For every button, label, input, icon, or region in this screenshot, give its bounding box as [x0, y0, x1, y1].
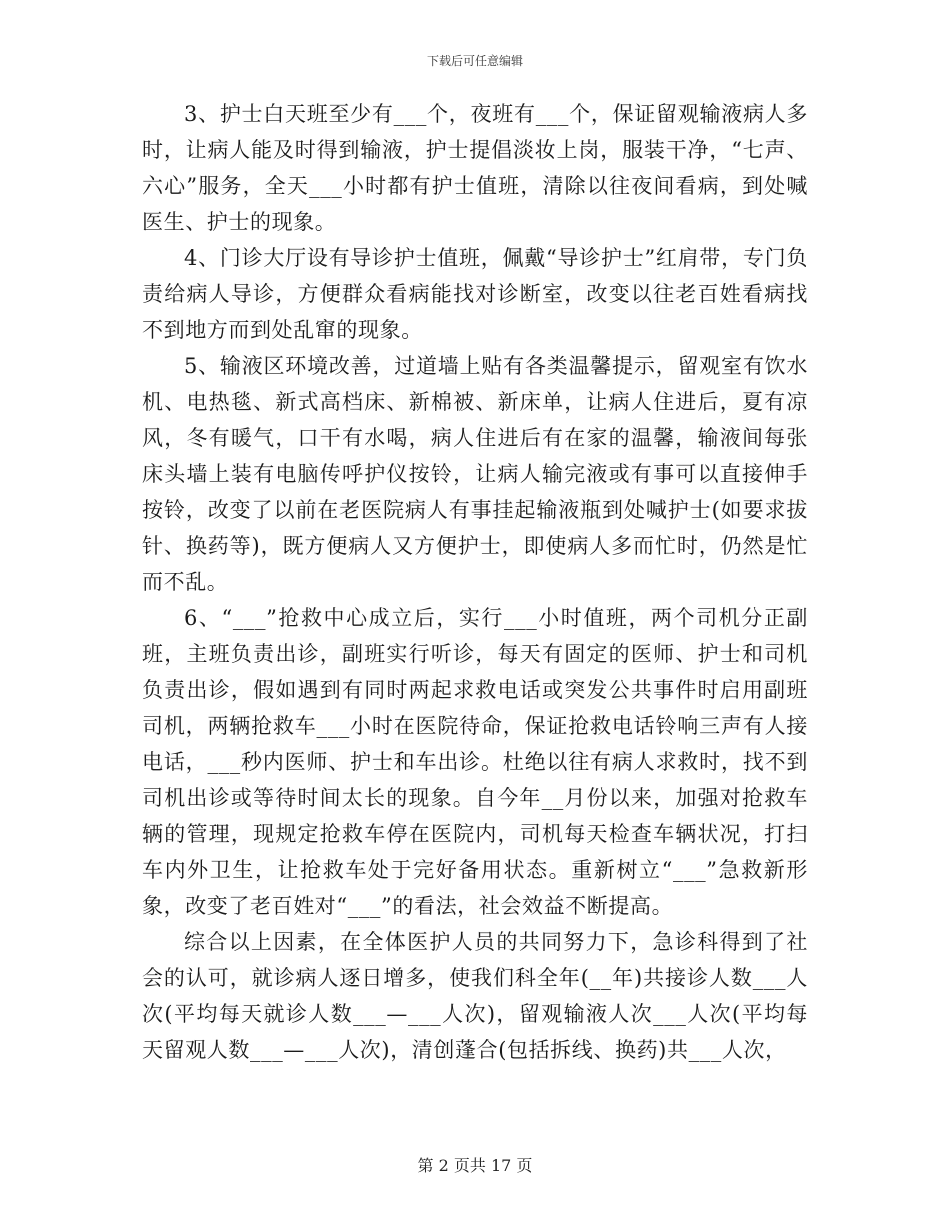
- paragraph-guide-nurse: 4、门诊大厅设有导诊护士值班，佩戴“导诊护士”红肩带，专门负责给病人导诊，方便群众看病能找对诊断室，改变以往老百姓看病找不到地方而到处乱窜的现象。: [142, 246, 808, 342]
- document-body: [142, 96, 808, 1068]
- paragraph-rescue-center: 6、“___”抢救中心成立后，实行___小时值班，两个司机分正副班，主班负责出诊，副班实行听诊，每天有固定的医师、护士和司机负责出诊，假如遇到有同时两起求救电话或突发公共事件时启用副班司机，两辆抢救车___小时在医院待命，保证抢救电话铃响三声有人接电话，___秒内医师、护士和车出诊。杜绝以往有病人求救时，找不到司机出诊或等待时间太长的现象。自今年__月份以来，加强对抢救车辆的管理，现规定抢救车停在医院内，司机每天检查车辆状况，打扫车内外卫生，让抢救车处于完好备用状态。重新树立“___”急救新形象，改变了老百姓对“___”的看法，社会效益不断提高。: [142, 606, 808, 918]
- paragraph-nurse-shifts: 3、护士白天班至少有___个，夜班有___个，保证留观输液病人多时，让病人能及时得到输液，护士提倡淡妆上岗，服装干净，“七声、六心”服务，全天___小时都有护士值班，清除以往夜间看病，到处喊医生、护士的现象。: [142, 102, 808, 234]
- paragraph-infusion-area: 5、输液区环境改善，过道墙上贴有各类温馨提示，留观室有饮水机、电热毯、新式高档床、新棉被、新床单，让病人住进后，夏有凉风，冬有暖气，口干有水喝，病人住进后有在家的温馨，输液间每张床头墙上装有电脑传呼护仪按铃，让病人输完液或有事可以直接伸手按铃，改变了以前在老医院病人有事挂起输液瓶到处喊护士(如要求拔针、换药等)，既方便病人又方便护士，即使病人多而忙时，仍然是忙而不乱。: [142, 354, 808, 594]
- page-number: 第 2 页共 17 页: [417, 1156, 533, 1175]
- page-header: 下载后可任意编辑: [426, 54, 523, 68]
- paragraph-summary: 综合以上因素，在全体医护人员的共同努力下，急诊科得到了社会的认可，就诊病人逐日增多，使我们科全年(__年)共接诊人数___人次(平均每天就诊人数___—___人次)，留观输液人次___人次(平均每天留观人数___—___人次)，清创蓬合(包括拆线、换药)共___人次，: [142, 930, 808, 1062]
